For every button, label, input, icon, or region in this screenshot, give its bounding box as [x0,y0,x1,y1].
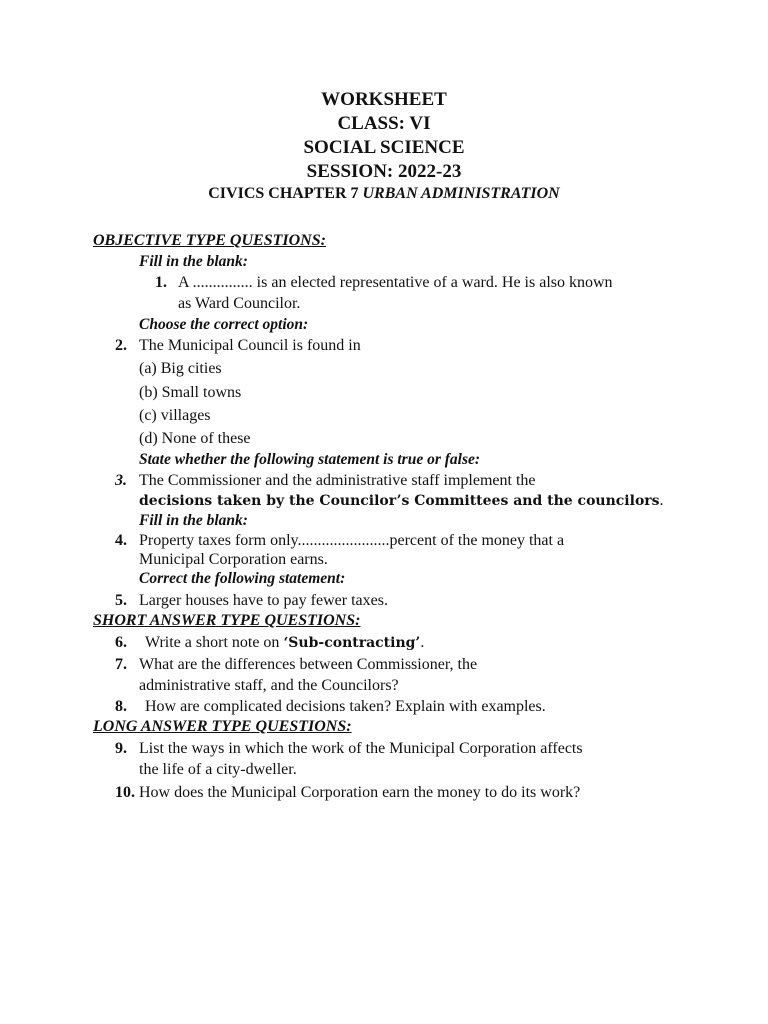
question-6-bold: ‘Sub-contracting’ [283,635,421,651]
question-9-line-2: the life of a city-dweller. [139,761,297,778]
question-2-line-1: The Municipal Council is found in [139,337,361,354]
instruction-true-false: State whether the following statement is true or false: [139,451,481,468]
question-number-10: 10. [115,784,135,801]
question-6-line-1 [145,632,424,654]
question-number-3: 3. [115,472,127,489]
question-number-4: 4. [115,532,127,549]
section-short-heading: SHORT ANSWER TYPE QUESTIONS: [93,612,361,629]
option-b: (b) Small towns [139,384,242,401]
question-number-6: 6. [115,634,127,651]
option-a: (a) Big cities [139,360,222,377]
question-1-line-1: A ............... is an elected representative of a ward. He is also known [178,274,613,291]
instruction-choose: Choose the correct option: [139,316,309,333]
question-5-line-1: Larger houses have to pay fewer taxes. [139,592,388,609]
question-3-line-2 [139,490,664,512]
question-number-7: 7. [115,656,127,673]
instruction-fill-blank-1: Fill in the blank: [139,253,248,270]
session-line: SESSION: 2022-23 [306,161,462,182]
question-10-line-1: How does the Municipal Corporation earn the money to do its work? [139,784,581,801]
worksheet-title: WORKSHEET [321,89,447,110]
question-3-line-1: The Commissioner and the administrative staff implement the [139,472,536,489]
question-number-9: 9. [115,740,127,757]
question-number-8: 8. [115,698,127,715]
question-6-post: . [420,634,425,651]
chapter-line [0,184,768,204]
chapter-name: URBAN ADMINISTRATION [362,185,560,202]
option-c: (c) villages [139,407,211,424]
instruction-fill-blank-2: Fill in the blank: [139,512,248,529]
question-1-line-2: as Ward Councilor. [178,295,301,312]
section-objective-heading: OBJECTIVE TYPE QUESTIONS: [93,232,326,249]
chapter-prefix: CIVICS CHAPTER 7 [208,185,359,202]
question-4-line-2: Municipal Corporation earns. [139,551,328,568]
class-line: CLASS: VI [337,113,431,134]
question-6-pre: Write a short note on [145,634,284,651]
question-9-line-1: List the ways in which the work of the Municipal Corporation affects [139,740,583,757]
question-number-5: 5. [115,592,127,609]
instruction-correct: Correct the following statement: [139,570,346,587]
question-4-line-1: Property taxes form only.......................percent of the money that a [139,532,565,549]
question-number-1: 1. [155,274,167,291]
question-3-bold-text: decisions taken by the Councilor’s Committees and the councilors [139,493,660,509]
question-7-line-2: administrative staff, and the Councilors? [139,677,399,694]
question-3-period: . [659,492,664,509]
question-8-line-1: How are complicated decisions taken? Explain with examples. [145,698,546,715]
section-long-heading: LONG ANSWER TYPE QUESTIONS: [93,718,352,735]
question-number-2: 2. [115,337,127,354]
option-d: (d) None of these [139,430,251,447]
question-7-line-1: What are the differences between Commissioner, the [139,656,478,673]
subject-line: SOCIAL SCIENCE [303,137,465,158]
